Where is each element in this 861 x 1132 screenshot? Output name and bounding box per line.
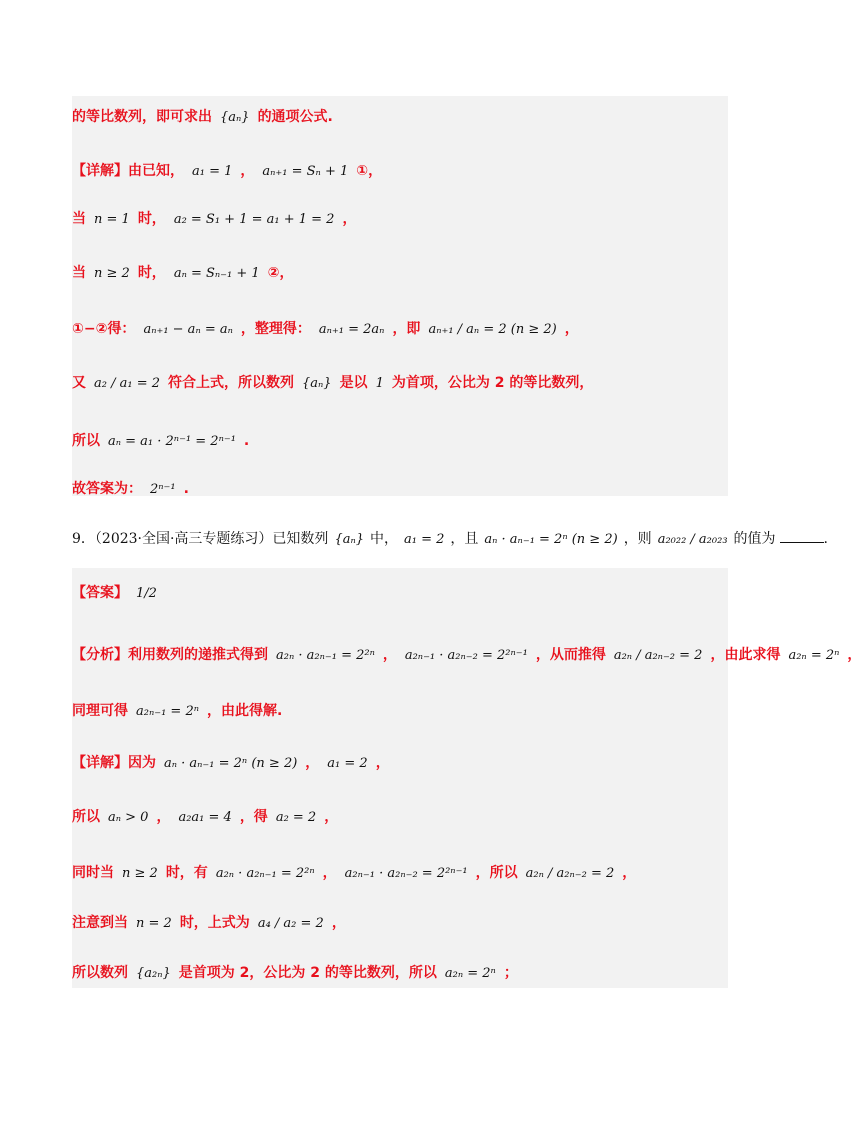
math-expression: n = 2: [136, 916, 172, 931]
solution-line: [72, 806, 338, 826]
text-run: 时，: [137, 211, 166, 227]
math-expression: a₂ₙ₋₁ · a₂ₙ₋₂ = 2²ⁿ⁻¹: [404, 648, 528, 663]
text-run: 时，有: [165, 865, 208, 881]
text-run: 是首项为 2，公比为 2 的等比数列，所以: [178, 965, 437, 981]
solution-line: [72, 372, 593, 392]
text-run: .: [183, 481, 189, 497]
text-run: 为首项，公比为 2 的等比数列，: [391, 375, 594, 391]
solution-line: [72, 208, 356, 228]
solution-line: [72, 862, 636, 882]
text-run: ，从而推得: [535, 647, 606, 663]
math-expression: a₂ₙ / a₂ₙ₋₂ = 2: [525, 866, 615, 881]
text-run: ，: [847, 647, 861, 663]
math-expression: a₂₀₂₂ / a₂₀₂₃: [657, 532, 728, 547]
text-run: 所以: [72, 433, 100, 449]
text-run: ，由此求得: [710, 647, 781, 663]
solution-line: [72, 700, 282, 720]
text-run: ①−②得：: [72, 321, 136, 337]
text-run: ，且: [450, 531, 479, 547]
text-run: ①，: [356, 163, 383, 179]
math-expression: aₙ₊₁ / aₙ = 2 (n ≥ 2): [428, 322, 557, 337]
text-run: ，: [375, 755, 390, 771]
text-run: 当: [72, 265, 86, 281]
math-expression: a₄ / a₂ = 2: [257, 916, 324, 931]
text-run: ，整理得：: [240, 321, 311, 337]
math-expression: 1/2: [136, 586, 157, 601]
text-run: ，所以: [475, 865, 518, 881]
text-run: ，: [324, 809, 339, 825]
text-run: ，: [331, 915, 346, 931]
solution-line: [72, 106, 333, 126]
math-expression: aₙ · aₙ₋₁ = 2ⁿ (n ≥ 2): [484, 532, 618, 547]
text-run: 【详解】由已知，: [72, 163, 184, 179]
text-run: 当: [72, 211, 86, 227]
math-expression: {a₂ₙ}: [136, 966, 171, 981]
math-expression: a₂ = S₁ + 1 = a₁ + 1 = 2: [173, 212, 335, 227]
text-run: 的等比数列，即可求出: [72, 109, 212, 125]
solution-line: [72, 582, 165, 602]
math-expression: aₙ = Sₙ₋₁ + 1: [173, 266, 260, 281]
text-run: 所以: [72, 809, 100, 825]
solution-line: [72, 262, 294, 282]
solution-line: [72, 160, 382, 180]
text-run: ，: [564, 321, 579, 337]
text-run: ，: [305, 755, 320, 771]
math-expression: {aₙ}: [302, 376, 332, 391]
text-run: 的值为: [733, 531, 776, 547]
solution-line: [72, 318, 579, 338]
text-run: ，: [240, 163, 255, 179]
text-run: 【分析】利用数列的递推式得到: [72, 647, 268, 663]
math-expression: a₂ₙ = 2ⁿ: [444, 966, 496, 981]
text-run: ；: [503, 965, 518, 981]
math-expression: a₂a₁ = 4: [178, 810, 232, 825]
text-run: 符合上式，所以数列: [168, 375, 294, 391]
text-run: ，得: [239, 809, 268, 825]
math-expression: aₙ = a₁ · 2ⁿ⁻¹ = 2ⁿ⁻¹: [108, 434, 236, 449]
math-expression: 2ⁿ⁻¹: [150, 482, 176, 497]
math-expression: a₂ₙ · a₂ₙ₋₁ = 2²ⁿ: [276, 648, 375, 663]
text-run: 9．（2023·全国·高三专题练习）已知数列: [72, 531, 329, 547]
solution-line: [72, 644, 861, 664]
math-expression: n ≥ 2: [94, 266, 130, 281]
text-run: .: [243, 433, 250, 449]
solution-line: [72, 912, 346, 932]
text-run: 【答案】: [72, 585, 128, 601]
text-run: ，由此得解.: [207, 703, 283, 719]
math-expression: aₙ₊₁ − aₙ = aₙ: [143, 322, 233, 337]
text-run: ，则: [623, 531, 652, 547]
math-expression: {aₙ}: [334, 532, 364, 547]
text-run: ，: [156, 809, 171, 825]
math-expression: a₁ = 1: [192, 164, 233, 179]
math-expression: aₙ > 0: [108, 810, 149, 825]
math-expression: a₂ₙ₋₁ = 2ⁿ: [136, 704, 200, 719]
math-expression: 1: [375, 376, 384, 391]
solution-line: [72, 962, 518, 982]
math-expression: a₂ₙ / a₂ₙ₋₂ = 2: [613, 648, 703, 663]
text-run: ，即: [392, 321, 421, 337]
text-run: ，: [322, 865, 337, 881]
text-run: ，: [622, 865, 637, 881]
math-expression: a₁ = 2: [327, 756, 368, 771]
text-run: 同理可得: [72, 703, 128, 719]
text-run: .: [823, 531, 828, 547]
solution-line: [72, 752, 390, 772]
solution-line: [72, 478, 189, 498]
text-run: 同时当: [72, 865, 114, 881]
math-expression: aₙ · aₙ₋₁ = 2ⁿ (n ≥ 2): [164, 756, 298, 771]
question-9: [72, 528, 828, 548]
math-expression: a₂ₙ₋₁ · a₂ₙ₋₂ = 2²ⁿ⁻¹: [344, 866, 468, 881]
text-run: 所以数列: [72, 965, 128, 981]
math-expression: a₂ / a₁ = 2: [94, 376, 160, 391]
math-expression: n = 1: [94, 212, 130, 227]
math-expression: aₙ₊₁ = Sₙ + 1: [262, 164, 349, 179]
text-run: 【详解】因为: [72, 755, 156, 771]
math-expression: a₂ = 2: [275, 810, 317, 825]
text-run: ，: [342, 211, 357, 227]
text-run: 时，: [137, 265, 166, 281]
text-run: 的通项公式.: [257, 109, 333, 125]
math-expression: a₁ = 2: [404, 532, 445, 547]
text-run: 故答案为：: [72, 481, 142, 497]
solution-line: [72, 430, 249, 450]
answer-blank: [780, 530, 824, 543]
text-run: ②，: [267, 265, 294, 281]
text-run: 是以: [339, 375, 368, 391]
text-run: 注意到当: [72, 915, 128, 931]
text-run: 又: [72, 375, 86, 391]
math-expression: n ≥ 2: [122, 866, 158, 881]
text-run: 中，: [370, 531, 398, 547]
math-expression: aₙ₊₁ = 2aₙ: [318, 322, 385, 337]
math-expression: a₂ₙ · a₂ₙ₋₁ = 2²ⁿ: [215, 866, 315, 881]
text-run: 时，上式为: [179, 915, 250, 931]
math-expression: a₂ₙ = 2ⁿ: [788, 648, 840, 663]
text-run: ，: [382, 647, 397, 663]
math-expression: {aₙ}: [220, 110, 250, 125]
